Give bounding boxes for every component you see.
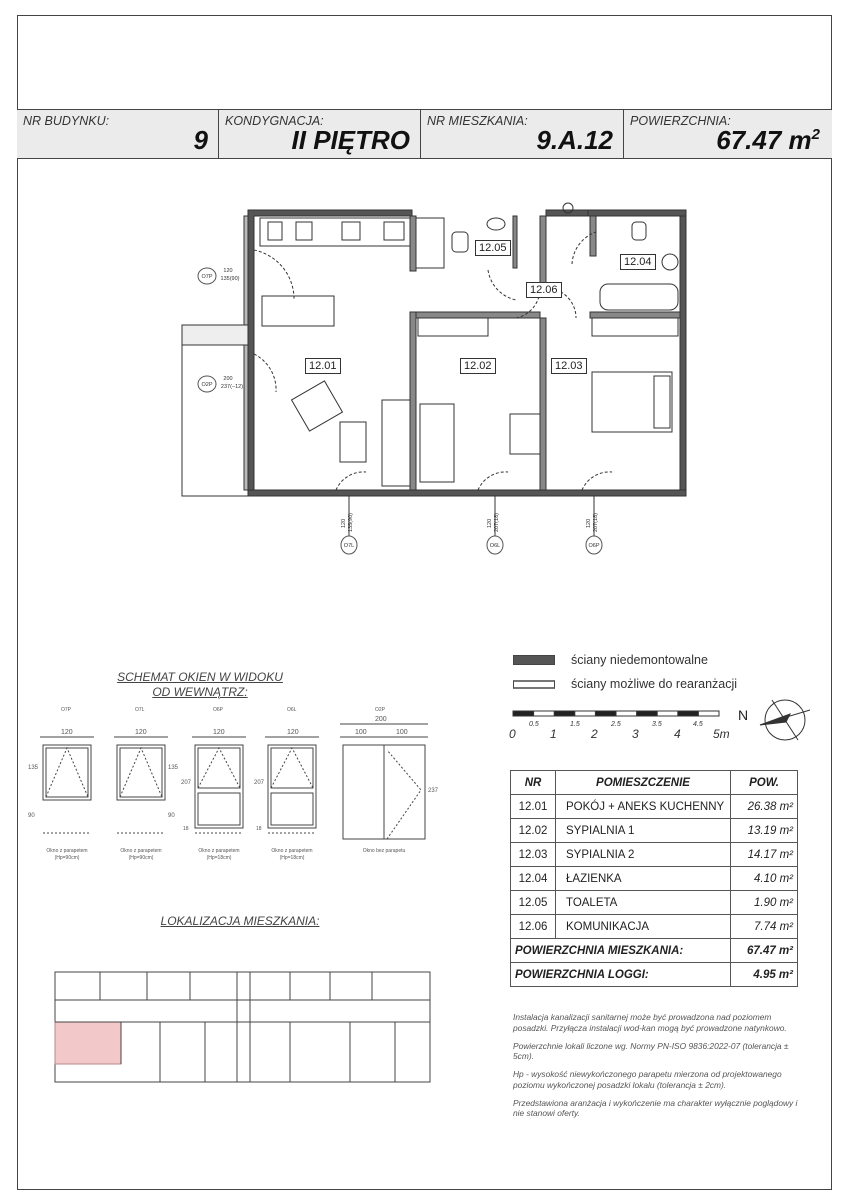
location-plan bbox=[55, 972, 430, 1082]
row-nr: 12.05 bbox=[511, 891, 556, 915]
rooms-table-header bbox=[511, 771, 798, 795]
loggia-row bbox=[511, 963, 798, 987]
schema-caption-o7p bbox=[32, 848, 102, 861]
window-dim2-o2p: 237(−12) bbox=[220, 384, 244, 390]
fixed-walls-label: ściany niedemontowalne bbox=[571, 653, 708, 667]
row-nr: 12.03 bbox=[511, 843, 556, 867]
row-name: POKÓJ + ANEKS KUCHENNY bbox=[556, 795, 731, 819]
scale-2: 2 bbox=[591, 727, 598, 741]
schema-w2-o2p: 100 bbox=[396, 729, 408, 736]
scale-3: 3 bbox=[632, 727, 639, 741]
row-area: 1.90 m² bbox=[731, 891, 798, 915]
window-tag-o6p-plan: O6P bbox=[588, 543, 600, 549]
window-schema-title bbox=[100, 670, 300, 700]
apartment-label: NR MIESZKANIA: bbox=[427, 114, 528, 128]
area-label: POWIERZCHNIA: bbox=[630, 114, 731, 128]
scale-3-5: 3.5 bbox=[652, 721, 662, 728]
caption-o2p-line1: Okno bez parapetu bbox=[362, 848, 406, 854]
note-1: Instalacja kanalizacji sanitarnej może być prowadzona nad poziomem posadzki. Przyłącza instalacji wod-kan mogą być prowadzone natynkowo. bbox=[513, 1012, 787, 1033]
window-dim2-o6p: 207(18) bbox=[593, 513, 599, 532]
scale-1-5: 1.5 bbox=[570, 721, 580, 728]
row-area: 13.19 m² bbox=[731, 819, 798, 843]
location-title: LOKALIZACJA MIESZKANIA: bbox=[160, 914, 320, 928]
table-row bbox=[511, 867, 798, 891]
schema-caption-o7l bbox=[106, 848, 176, 861]
room-label-12-04: 12.04 bbox=[620, 254, 656, 270]
scale-1: 1 bbox=[550, 727, 557, 741]
schema-width-o7p: 120 bbox=[61, 729, 73, 736]
row-nr: 12.06 bbox=[511, 915, 556, 939]
caption-o6p-line2: (Hp=18cm) bbox=[206, 854, 232, 861]
row-name: SYPIALNIA 2 bbox=[556, 843, 731, 867]
caption-o7l-line2: (Hp=90cm) bbox=[128, 854, 154, 861]
row-area: 14.17 m² bbox=[731, 843, 798, 867]
row-area: 26.38 m² bbox=[731, 795, 798, 819]
schema-tag-o7l: O7L bbox=[135, 707, 145, 713]
scale-5: 5m bbox=[713, 727, 730, 741]
north-label: N bbox=[738, 707, 749, 723]
total-value: 67.47 m² bbox=[731, 939, 798, 963]
schema-caption-o6l bbox=[257, 848, 327, 861]
window-dim-o6l: 120 bbox=[487, 518, 493, 528]
fixed-wall-swatch bbox=[513, 655, 555, 665]
north-arrow-icon bbox=[760, 700, 810, 740]
row-area: 4.10 m² bbox=[731, 867, 798, 891]
window-dim-o7l: 120 bbox=[341, 518, 347, 528]
schema-h2-o7l: 90 bbox=[168, 813, 175, 819]
room-label-12-03: 12.03 bbox=[551, 358, 587, 374]
note-2: Powierzchnie lokali liczone wg. Normy PN-ISO 9836:2022-07 (tolerancja ± 5cm). bbox=[513, 1040, 789, 1062]
note-3: Hp - wysokość niewykończonego parapetu mierzona od projektowanego poziomu wykończonej posadzki lokalu (tolerancja ± 2cm). bbox=[513, 1069, 782, 1090]
scale-0-5: 0.5 bbox=[529, 721, 539, 728]
schema-h1-o2p: 237 bbox=[428, 788, 439, 794]
total-row bbox=[511, 939, 798, 963]
floor-value: II PIĘTRO bbox=[291, 125, 410, 155]
building-label: NR BUDYNKU: bbox=[23, 114, 110, 128]
schema-h1-o7l: 135 bbox=[168, 765, 179, 771]
scale-4-5: 4.5 bbox=[693, 721, 703, 728]
schema-width-o2p: 200 bbox=[375, 716, 387, 723]
scale-2-5: 2.5 bbox=[611, 721, 621, 728]
window-dim2-o7p: 135(90) bbox=[220, 276, 240, 282]
scale-0: 0 bbox=[509, 727, 516, 741]
schema-h1-o6l: 207 bbox=[254, 780, 265, 786]
row-name: SYPIALNIA 1 bbox=[556, 819, 731, 843]
schema-caption-o6p bbox=[184, 848, 254, 861]
row-area: 7.74 m² bbox=[731, 915, 798, 939]
row-name: KOMUNIKACJA bbox=[556, 915, 731, 939]
caption-o6p-line1: Okno z parapetem bbox=[198, 848, 240, 854]
window-tag-o2p-plan: O2P bbox=[201, 382, 213, 388]
room-label-12-01: 12.01 bbox=[305, 358, 341, 374]
window-schema-drawings bbox=[40, 724, 428, 839]
table-row bbox=[511, 795, 798, 819]
floor-label: KONDYGNACJA: bbox=[225, 114, 324, 128]
area-number: 67.47 m bbox=[716, 125, 812, 155]
schema-tag-o6l: O6L bbox=[287, 707, 297, 713]
schema-h1-o6p: 207 bbox=[181, 780, 192, 786]
table-row bbox=[511, 819, 798, 843]
room-label-12-05: 12.05 bbox=[475, 240, 511, 256]
window-tag-o7l-plan: O7L bbox=[343, 543, 355, 549]
schema-h2-o6p: 18 bbox=[183, 826, 189, 832]
table-row bbox=[511, 891, 798, 915]
window-schema-title-line1: SCHEMAT OKIEN W WIDOKU bbox=[117, 670, 283, 684]
window-dim-o2p: 200 bbox=[223, 376, 233, 382]
schema-h1-o7p: 135 bbox=[28, 765, 39, 771]
schema-tag-o6p: O6P bbox=[213, 707, 224, 713]
schema-width-o6p: 120 bbox=[213, 729, 225, 736]
movable-wall-swatch bbox=[513, 680, 555, 689]
window-dim-o7p: 120 bbox=[223, 268, 233, 274]
caption-o7p-line2: (Hp=90cm) bbox=[54, 854, 80, 861]
note-4: Przedstawiona aranżacja i wykończenie ma charakter wyłącznie poglądowy i nie stanowi oferty. bbox=[513, 1097, 798, 1119]
window-dim2-o7l: 135(90) bbox=[348, 513, 354, 532]
building-value: 9 bbox=[193, 125, 208, 155]
caption-o6l-line1: Okno z parapetem bbox=[271, 848, 313, 854]
caption-o7l-line1: Okno z parapetem bbox=[120, 848, 162, 854]
notes bbox=[513, 1012, 808, 1126]
row-name: ŁAZIENKA bbox=[556, 867, 731, 891]
caption-o6l-line2: (Hp=18cm) bbox=[279, 854, 305, 861]
row-nr: 12.04 bbox=[511, 867, 556, 891]
window-tag-o6l-plan: O6L bbox=[489, 543, 501, 549]
movable-walls-label: ściany możliwe do rearanżacji bbox=[571, 677, 738, 691]
schema-width-o6l: 120 bbox=[287, 729, 299, 736]
loggia-label: POWIERZCHNIA LOGGI: bbox=[511, 963, 731, 987]
window-dim-o6p: 120 bbox=[586, 518, 592, 528]
room-label-12-02: 12.02 bbox=[460, 358, 496, 374]
total-label: POWIERZCHNIA MIESZKANIA: bbox=[511, 939, 731, 963]
schema-width-o7l: 120 bbox=[135, 729, 147, 736]
rooms-table bbox=[510, 770, 798, 987]
schema-tag-o2p: O2P bbox=[375, 707, 386, 713]
scale-4: 4 bbox=[674, 727, 681, 741]
col-room: POMIESZCZENIE bbox=[556, 771, 731, 795]
schema-caption-o2p bbox=[349, 848, 419, 855]
scale-bar bbox=[513, 711, 719, 716]
room-label-12-06: 12.06 bbox=[526, 282, 562, 298]
row-nr: 12.02 bbox=[511, 819, 556, 843]
window-tag-o7p-plan: O7P bbox=[201, 274, 213, 280]
table-row bbox=[511, 915, 798, 939]
col-area: POW. bbox=[731, 771, 798, 795]
wall-legend bbox=[513, 648, 737, 696]
row-nr: 12.01 bbox=[511, 795, 556, 819]
window-schema-title-line2: OD WEWNĄTRZ: bbox=[152, 685, 248, 699]
row-name: TOALETA bbox=[556, 891, 731, 915]
schema-h2-o7p: 90 bbox=[28, 813, 35, 819]
schema-w1-o2p: 100 bbox=[355, 729, 367, 736]
schema-tag-o7p: O7P bbox=[61, 707, 72, 713]
area-superscript: 2 bbox=[811, 126, 820, 143]
caption-o7p-line1: Okno z parapetem bbox=[46, 848, 88, 854]
schema-h2-o6l: 18 bbox=[256, 826, 262, 832]
apartment-value: 9.A.12 bbox=[536, 125, 613, 155]
table-row bbox=[511, 843, 798, 867]
loggia-value: 4.95 m² bbox=[731, 963, 798, 987]
col-nr: NR bbox=[511, 771, 556, 795]
window-dim2-o6l: 207(18) bbox=[494, 513, 500, 532]
